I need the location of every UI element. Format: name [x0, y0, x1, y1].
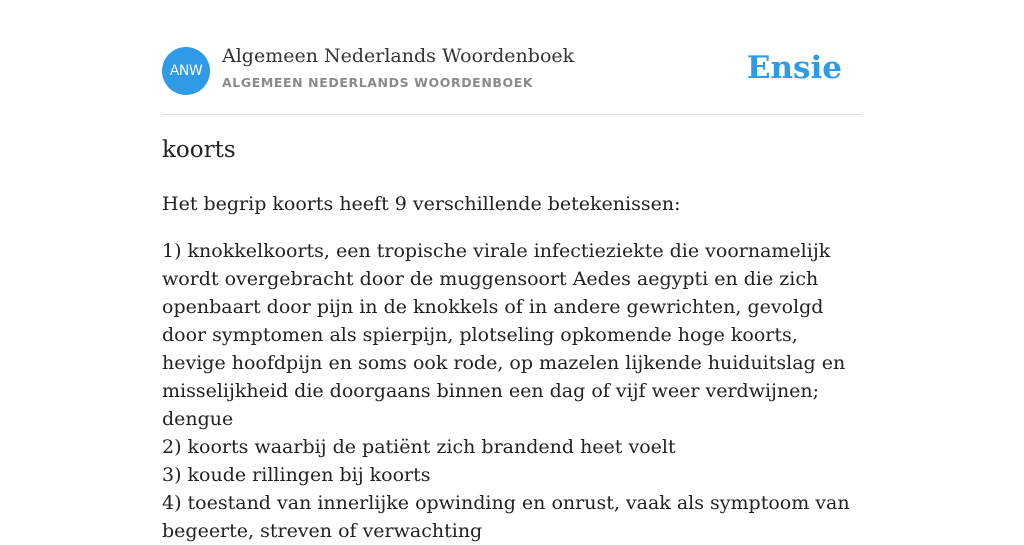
anw-logo[interactable]: ANW [162, 47, 210, 95]
page [162, 0, 862, 542]
source-title[interactable]: Algemeen Nederlands Woordenboek [222, 45, 575, 67]
definition-list [162, 237, 862, 545]
ensie-logo[interactable]: Ensie [746, 50, 842, 86]
definition-item: 2) koorts waarbij de patiënt zich brandend heet voelt [162, 436, 676, 458]
definition-item: 4) toestand van innerlijke opwinding en onrust, vaak als symptoom van begeerte, streven of verwachting [162, 492, 850, 542]
page-title: koorts [162, 137, 236, 163]
intro-text: Het begrip koorts heeft 9 verschillende betekenissen: [162, 193, 681, 215]
header [162, 0, 862, 115]
definition-item: 3) koude rillingen bij koorts [162, 464, 431, 486]
definition-item: 1) knokkelkoorts, een tropische virale infectieziekte die voornamelijk wordt overgebracht door de muggensoort Aedes aegypti en die zich openbaart door pijn in de knokkels of in andere gewrichten, gevolgd door symptomen als spierpijn, plotseling opkomende hoge koorts, hevige hoofdpijn en soms ook rode, op mazelen lijkende huiduitslag en misselijkheid die doorgaans binnen een dag of vijf weer verdwijnen; dengue [162, 240, 846, 430]
source-subtitle: ALGEMEEN NEDERLANDS WOORDENBOEK [222, 75, 534, 90]
